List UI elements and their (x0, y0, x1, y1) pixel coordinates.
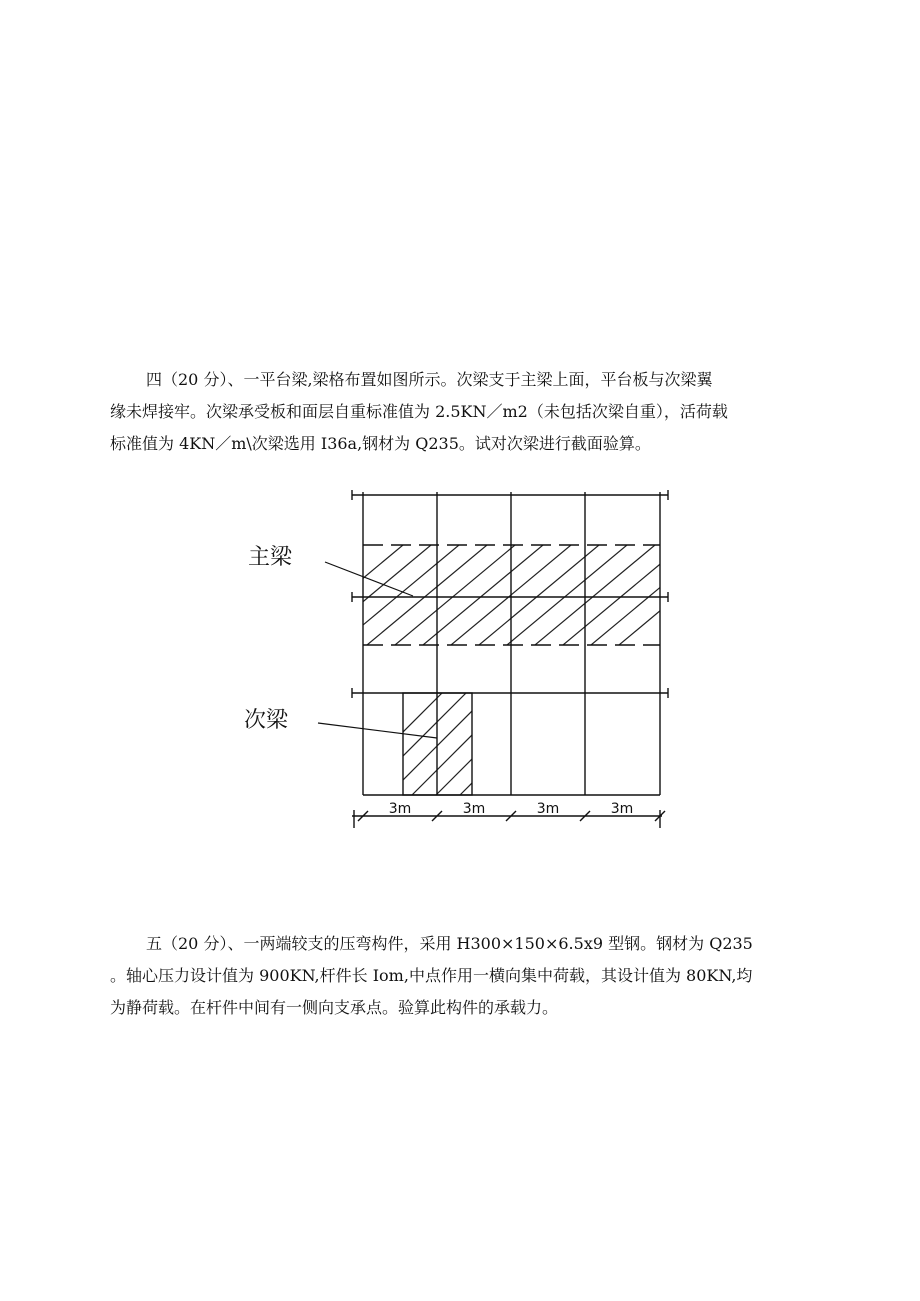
question-4-line-3: 标准值为 4KN／m\次梁选用 I36a,钢材为 Q235。试对次梁进行截面验算。 (110, 434, 651, 453)
grid-columns (363, 492, 660, 795)
beam-grid-figure (230, 480, 690, 830)
label-leaders (318, 562, 437, 738)
span-label-4: 3m (610, 801, 634, 817)
main-beam-label: 主梁 (248, 545, 293, 570)
span-label-3: 3m (536, 801, 560, 817)
secondary-beam-label: 次梁 (244, 708, 289, 733)
question-5-line-1: 五（20 分）、一两端较支的压弯构件，采用 H300×150×6.5x9 型钢。钢材为 Q235 (146, 934, 753, 953)
question-4-line-1: 四（20 分）、一平台梁,梁格布置如图所示。次梁支于主梁上面，平台板与次梁翼 (146, 370, 713, 389)
secondary-beam-hatch (340, 663, 592, 795)
question-5-paragraph (110, 928, 812, 1024)
question-5-line-3: 为静荷载。在杆件中间有一侧向支承点。验算此构件的承载力。 (110, 998, 559, 1017)
span-label-2: 3m (462, 801, 486, 817)
question-4-paragraph (110, 364, 812, 460)
main-beam-hatch (283, 545, 690, 645)
question-4-line-2: 缘未焊接牢。次梁承受板和面层自重标准值为 2.5KN／m2（未包括次梁自重），活荷载 (110, 402, 728, 421)
question-5-line-2: 。轴心压力设计值为 900KN,杆件长 Iom,中点作用一横向集中荷载，其设计值为 80KN,均 (110, 966, 753, 985)
span-label-1: 3m (388, 801, 412, 817)
